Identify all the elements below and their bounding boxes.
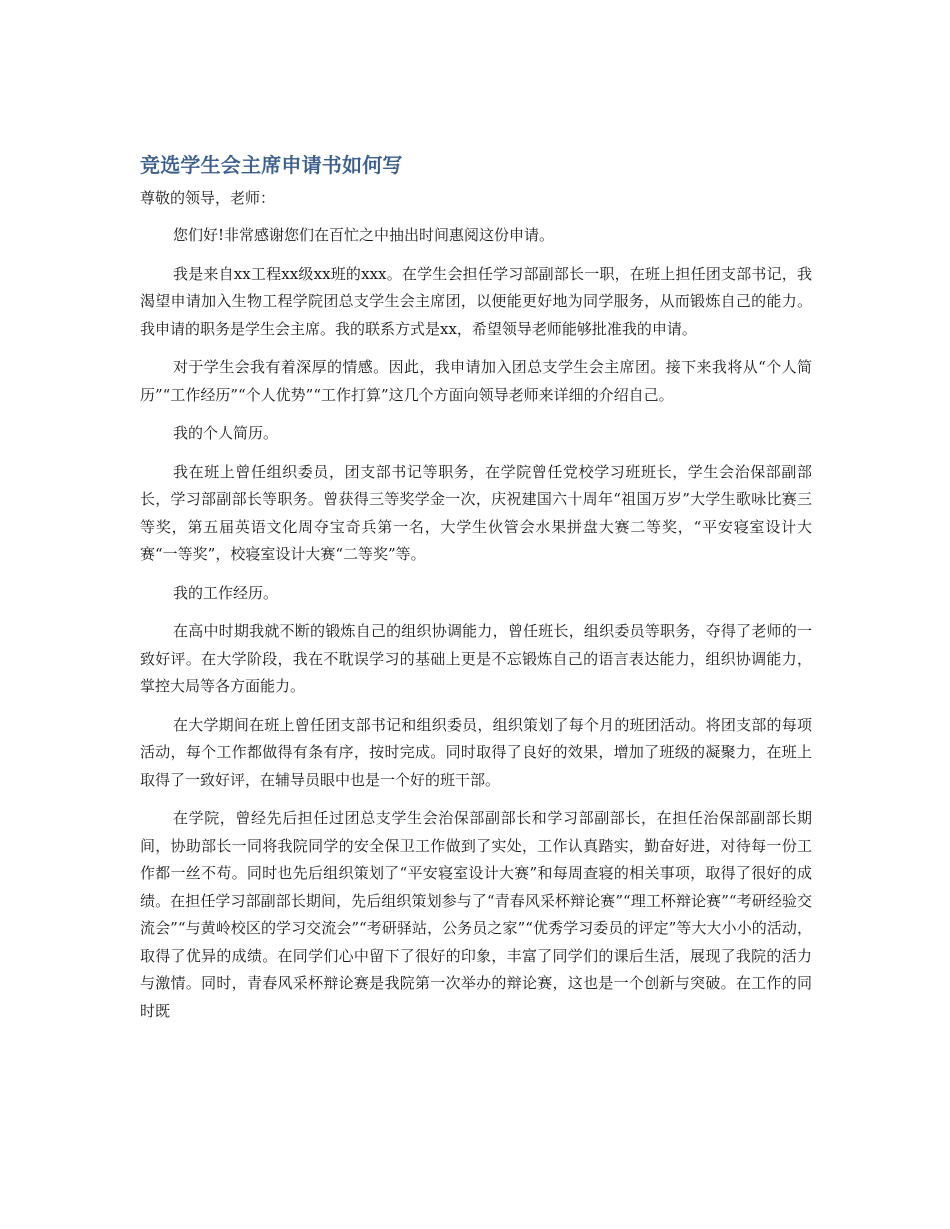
paragraph-experience-class: 在大学期间在班上曾任团支部书记和组织委员，组织策划了每个月的班团活动。将团支部的每项活动，每个工作都做得有条有序，按时完成。同时取得了良好的效果，增加了班级的凝聚力，在班上取得了一致好评，在辅导员眼中也是一个好的班干部。 (140, 715, 812, 789)
document-body (140, 150, 812, 1036)
paragraph-resume: 我在班上曾任组织委员，团支部书记等职务，在学院曾任党校学习班班长，学生会治保部副部长，学习部副部长等职务。曾获得三等奖学金一次，庆祝建国六十周年“祖国万岁”大学生歌咏比赛三等奖，第五届英语文化周夺宝奇兵第一名，大学生伙管会水果拼盘大赛二等奖，“平安寝室设计大赛“一等奖”，校寝室设计大赛“二等奖”等。 (140, 462, 812, 563)
section-heading-resume: 我的个人简历。 (173, 424, 279, 442)
paragraph-motivation: 对于学生会我有着深厚的情感。因此，我申请加入团总支学生会主席团。接下来我将从“个人简历”“工作经历”“个人优势”“工作打算”这几个方面向领导老师来详细的介绍自己。 (140, 358, 812, 404)
paragraph-greeting: 您们好!非常感谢您们在百忙之中抽出时间惠阅这份申请。 (173, 226, 555, 244)
section-heading-experience: 我的工作经历。 (173, 583, 279, 602)
salutation: 尊敬的领导，老师： (140, 189, 276, 207)
paragraph-experience-highschool: 在高中时期我就不断的锻炼自己的组织协调能力，曾任班长，组织委员等职务，夺得了老师的一致好评。在大学阶段，我在不耽误学习的基础上更是不忘锻炼自己的语言表达能力，组织协调能力，掌控大局等各方面能力。 (140, 622, 812, 695)
paragraph-introduction: 我是来自xx工程xx级xx班的xxx。在学生会担任学习部副部长一职，在班上担任团支部书记，我渴望申请加入生物工程学院团总支学生会主席团，以便能更好地为同学服务，从而锻炼自己的能力。我申请的职务是学生会主席。我的联系方式是xx，希望领导老师能够批准我的申请。 (140, 264, 812, 338)
document-title: 竞选学生会主席申请书如何写 (140, 153, 403, 177)
paragraph-experience-college: 在学院，曾经先后担任过团总支学生会治保部副部长和学习部副部长，在担任治保部副部长期间，协助部长一同将我院同学的安全保卫工作做到了实处，工作认真踏实，勤奋好进，对待每一份工作都一丝不苟。同时也先后组织策划了“平安寝室设计大赛”和每周查寝的相关事项，取得了很好的成绩。在担任学习部副部长期间，先后组织策划参与了“青春风采杯辩论赛”“理工杯辩论赛”“考研经验交流会”“与黄岭校区的学习交流会”“考研驿站，公务员之家”“优秀学习委员的评定”等大大小小的活动，取得了优异的成绩。在同学们心中留下了很好的印象，丰富了同学们的课后生活，展现了我院的活力与激情。同时，青春风采杯辩论赛是我院第一次举办的辩论赛，这也是一个创新与突破。在工作的同时既 (140, 809, 812, 1020)
